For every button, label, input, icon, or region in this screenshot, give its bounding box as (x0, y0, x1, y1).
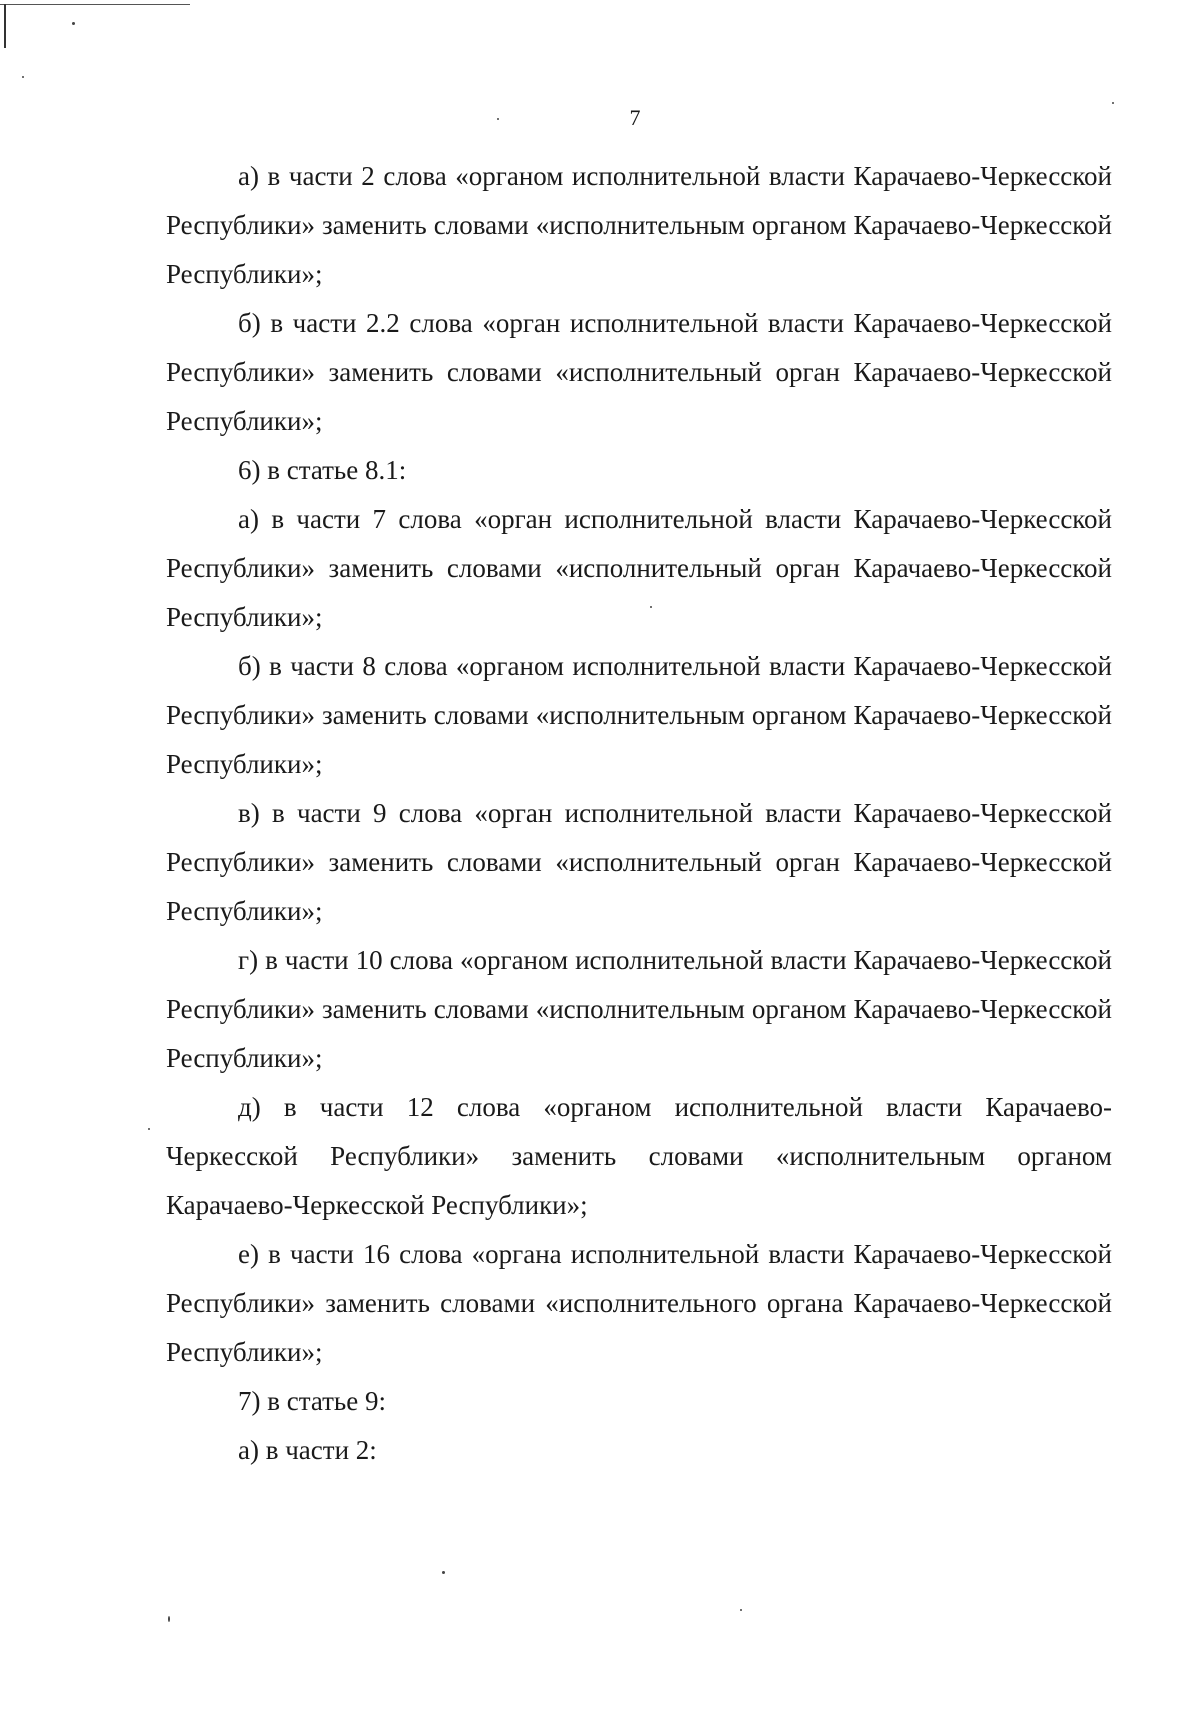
scan-speck (442, 1571, 445, 1574)
amendment-paragraph: д) в части 12 слова «органом исполнительной власти Карачаево-Черкесской Республики» заменить словами «исполнительным органом Карачаево-Черкесской Республики»; (166, 1092, 1112, 1220)
scan-speck (168, 1616, 170, 1622)
amendment-paragraph: е) в части 16 слова «органа исполнительной власти Карачаево-Черкесской Республики» заменить словами «исполнительного органа Карачаево-Черкесской Республики»; (166, 1239, 1112, 1367)
amendment-paragraph: г) в части 10 слова «органом исполнительной власти Карачаево-Черкесской Республики» заменить словами «исполнительным органом Карачаево-Черкесской Республики»; (166, 945, 1112, 1073)
scan-speck (22, 76, 24, 78)
part-heading: а) в части 2: (238, 1435, 377, 1465)
amendment-paragraph: а) в части 2 слова «органом исполнительной власти Карачаево-Черкесской Республики» заменить словами «исполнительным органом Карачаево-Черкесской Республики»; (166, 161, 1112, 289)
amendment-paragraph: в) в части 9 слова «орган исполнительной власти Карачаево-Черкесской Республики» заменить словами «исполнительный орган Карачаево-Черкесской Республики»; (166, 798, 1112, 926)
amendment-paragraph: б) в части 2.2 слова «орган исполнительной власти Карачаево-Черкесской Республики» заменить словами «исполнительный орган Карачаево-Черкесской Республики»; (166, 308, 1112, 436)
scan-speck (740, 1609, 742, 1611)
scan-speck (72, 22, 75, 25)
scan-edge-top (0, 4, 190, 5)
amendment-paragraph: б) в части 8 слова «органом исполнительной власти Карачаево-Черкесской Республики» заменить словами «исполнительным органом Карачаево-Черкесской Республики»; (166, 651, 1112, 779)
amendment-paragraph: а) в части 7 слова «орган исполнительной власти Карачаево-Черкесской Республики» заменить словами «исполнительный орган Карачаево-Черкесской Республики»; (166, 504, 1112, 632)
document-body (166, 152, 1112, 1475)
article-heading: 7) в статье 9: (238, 1386, 386, 1416)
scan-speck (148, 1128, 150, 1130)
scan-edge-left (4, 4, 6, 48)
page-number: 7 (629, 105, 641, 130)
article-heading: 6) в статье 8.1: (238, 455, 407, 485)
